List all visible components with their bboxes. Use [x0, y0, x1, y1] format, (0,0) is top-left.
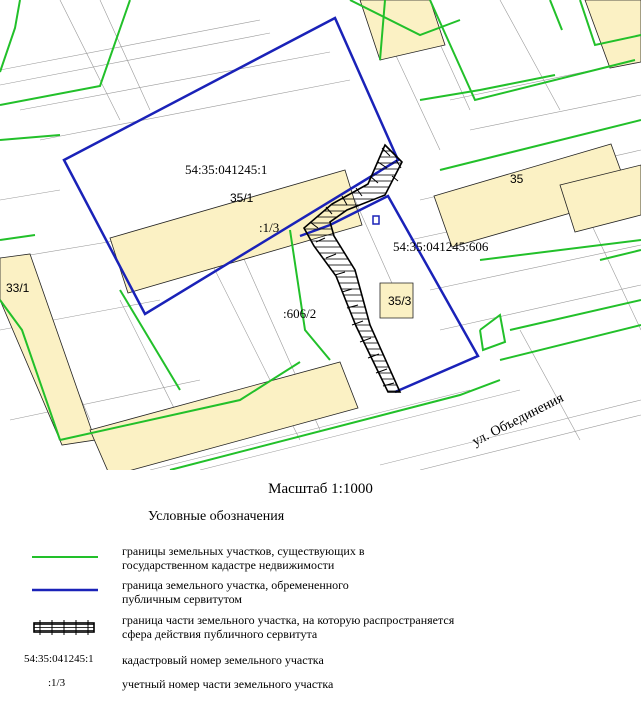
legend-item-text: учетный номер части земельного участка — [122, 677, 334, 691]
label-building-35-1: 35/1 — [230, 191, 254, 205]
label-building-35-3: 35/3 — [388, 294, 412, 308]
legend-item-easement-part — [0, 613, 641, 653]
legend-code: :1/3 — [48, 677, 66, 689]
label-parcel-1: 54:35:041245:1 — [185, 162, 268, 177]
legend-item-part-number — [0, 677, 641, 717]
legend-item-text: граница земельного участка, обремененного публичным сервитутом — [122, 578, 349, 606]
legend-title: Условные обозначения — [148, 509, 285, 524]
blue-line-symbol — [30, 580, 100, 600]
legend-code: 54:35:041245:1 — [24, 653, 94, 665]
label-parcel-606: 54:35:041245:606 — [393, 239, 489, 254]
legend-item-text: кадастровый номер земельного участка — [122, 653, 324, 667]
label-street: ул. Объединения — [470, 390, 567, 450]
label-building-35: 35 — [510, 172, 524, 186]
legend-item-text: граница части земельного участка, на которую распространяется сфера действия публичного сервитута — [122, 613, 455, 641]
hatched-band-symbol — [30, 617, 100, 637]
legend-item-encumbered-boundary — [0, 578, 641, 618]
green-line-symbol — [30, 547, 100, 567]
map-scale: Масштаб 1:1000 — [268, 481, 373, 497]
label-part-1-3: :1/3 — [259, 220, 280, 235]
label-building-33-1: 33/1 — [6, 281, 30, 295]
legend-item-text: границы земельных участков, существующих в государственном кадастре недвижимости — [122, 544, 365, 572]
label-part-606-2: :606/2 — [283, 306, 317, 321]
